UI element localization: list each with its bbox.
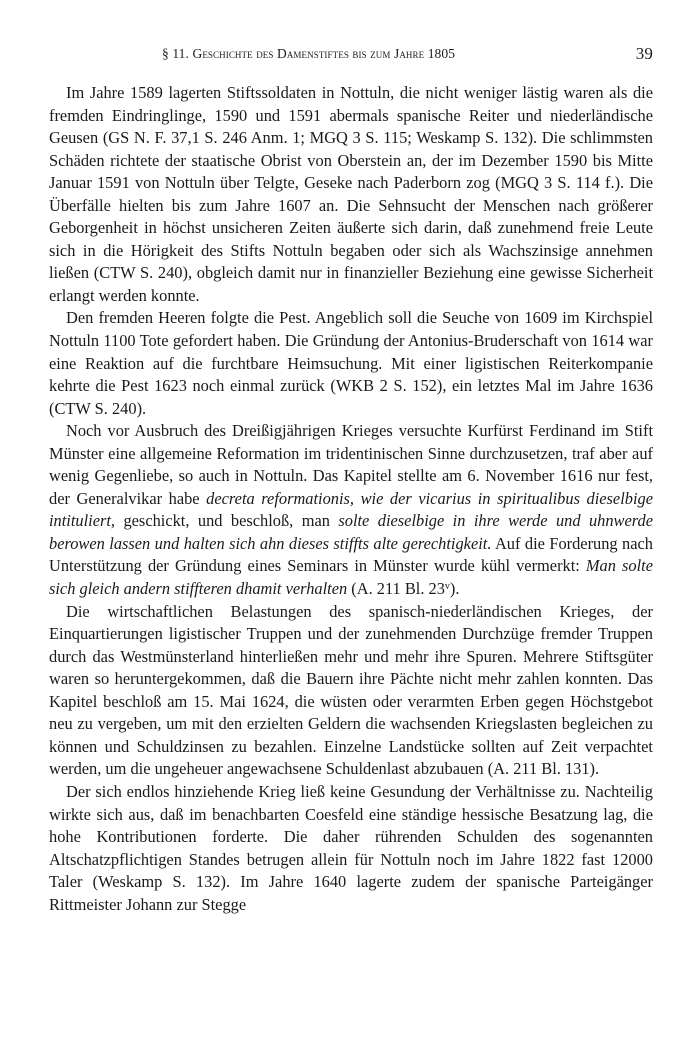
folio-verso-superscript: v (444, 581, 450, 593)
quote-italic: Man solte sich gleich andern stiffteren dhamit verhalten (49, 556, 653, 599)
quote-italic: solte dieselbige in ihre werde und uhnwerde berowen lassen und halten sich ahn dieses stiffts alte gerechtigkeit. (49, 511, 653, 553)
page-number: 39 (635, 44, 653, 63)
paragraph-economic-burden (49, 601, 653, 781)
quote-italic: decreta reformationis, wie der vicarius in spiritualibus dieselbige intituliert, (49, 488, 653, 531)
paragraph-plague (49, 307, 653, 420)
running-title: § 11. Geschichte des Damenstiftes bis zum Jahre 1805 (162, 46, 456, 61)
paragraph-text: Der sich endlos hinziehende Krieg ließ keine Gesundung der Verhältnisse zu. Nachteilig wirkte sich aus, daß im benachbarten Coesfeld eine ständige hessische Besatzung lag, die hohe Kontributionen forderte. Die daher rührenden Schulden des sogenannten Altschatzpflichtigen Standes betrugen allein für Nottuln noch im Jahre 1822 fast 12000 Taler (Weskamp S. 132). Im Jahre 1640 lagerte zudem der spanische Parteigänger Rittmeister Johann zur Stegge (49, 781, 653, 914)
paragraph-text: Noch vor Ausbruch des Dreißigjährigen Krieges versuchte Kurfürst Ferdinand im Stift Münster eine allgemeine Reformation im tridentinischen Sinne durchzusetzen, traf aber auf wenig Gegenliebe, so auch in Nottuln. Das Kapitel stellte am 6. November 1616 nur fest, der Generalvikar habe (49, 421, 653, 508)
paragraph-text: Auf die Forderung nach Unterstützung der Gründung eines Seminars in Münster wurde kühl vermerkt: (49, 533, 653, 576)
book-page (49, 44, 653, 916)
paragraph-soldiers (49, 82, 653, 307)
paragraph-war-debts (49, 781, 653, 916)
paragraph-text: Den fremden Heeren folgte die Pest. Angeblich soll die Seuche von 1609 im Kirchspiel Nottuln 1100 Tote gefordert haben. Die Gründung der Antonius-Bruderschaft von 1614 war eine Reaktion auf die furchtbare Heimsuchung. Mit einer ligistischen Reiterkompanie kehrte die Pest 1623 noch einmal zurück (WKB 2 S. 152), ein letztes Mal im Jahre 1636 (CTW S. 240). (49, 308, 653, 418)
paragraph-text: geschickt, und beschloß, man (115, 511, 339, 531)
paragraph-text: Im Jahre 1589 lagerten Stiftssoldaten in Nottuln, die nicht weniger lästig waren als die fremden Eindringlinge, 1590 und 1591 abermals spanische Reiter und niederländische Geusen (GS N. F. 37,1 S. 246 Anm. 1; MGQ 3 S. 115; Weskamp S. 132). Die schlimmsten Schäden richtete der staatische Obrist von Oberstein an, der im Dezember 1590 bis Mitte Januar 1591 von Nottuln über Telgte, Geseke nach Paderborn zog (MGQ 3 S. 114 f.). Die Überfälle hielten bis zum Jahre 1607 an. Die Sehnsucht der Menschen nach größerer Geborgenheit in höchst unsicheren Zeiten äußerte sich darin, daß zunehmend freie Leute sich in die Hörigkeit des Stifts Nottuln begaben oder sich als Wachszinsige annehmen ließen (CTW S. 240), obgleich damit nur in finanzieller Beziehung eine gewisse Sicherheit erlangt werden konnte. (49, 83, 653, 305)
paragraph-text: (A. 211 Bl. 23 (347, 579, 445, 599)
paragraph-text: ). (449, 579, 460, 599)
running-head (49, 44, 653, 68)
paragraph-text: Die wirtschaftlichen Belastungen des spanisch-niederländischen Krieges, der Einquartierungen ligistischer Truppen und der zunehmenden Durchzüge fremder Truppen durch das Westmünsterland hinterließen mehr und mehr ihre Spuren. Mehrere Stiftsgüter waren so heruntergekommen, daß die Bauern ihre Pächte nicht mehr zahlen konnten. Das Kapitel beschloß am 15. Mai 1624, die wüsten oder verarmten Erben gegen Höchstgebot neu zu vergeben, um mit den erzielten Geldern die wachsenden Kriegslasten begleichen zu können und Schuldzinsen zu bezahlen. Einzelne Landstücke sollten auf Zeit verpachtet werden, um die ungeheuer angewachsene Schuldenlast abzubauen (A. 211 Bl. 131). (49, 601, 653, 779)
body-text (49, 82, 653, 916)
paragraph-reformation (49, 420, 653, 600)
